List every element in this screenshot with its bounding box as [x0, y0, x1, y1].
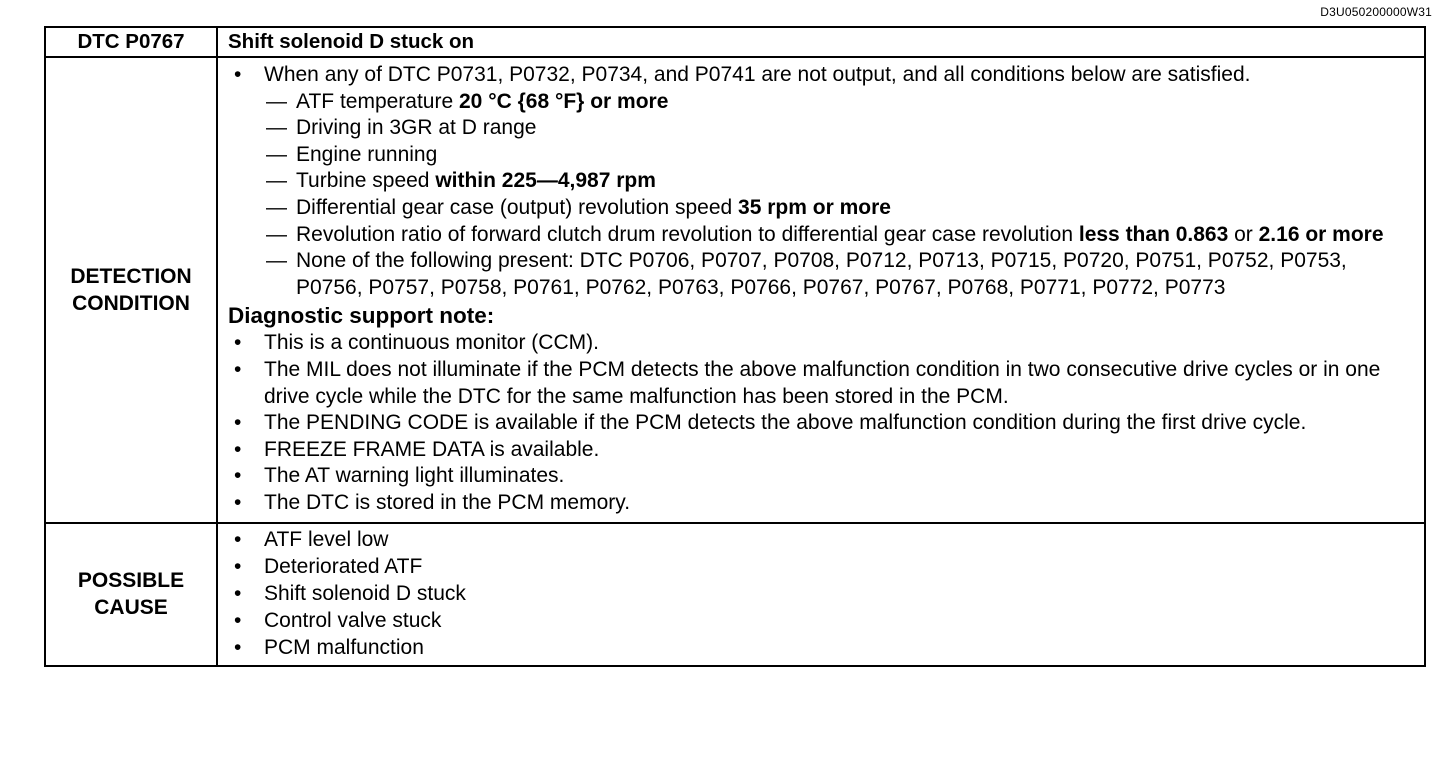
- dtc-code-cell: DTC P0767: [45, 27, 217, 57]
- condition-item: — ATF temperature 20 °C {68 °F} or more: [226, 89, 1418, 116]
- header-row: [45, 27, 1425, 57]
- dash-icon: —: [266, 222, 287, 246]
- note-item: • The AT warning light illuminates.: [226, 463, 1418, 490]
- condition-item: — Turbine speed within 225—4,987 rpm: [226, 168, 1418, 195]
- bullet-icon: •: [234, 554, 242, 578]
- dash-icon: —: [266, 249, 287, 273]
- detection-intro-text: When any of DTC P0731, P0732, P0734, and P0741 are not output, and all conditions below are satisfied.: [264, 63, 1251, 86]
- condition-item: — None of the following present: DTC P0706, P0707, P0708, P0712, P0713, P0715, P0720, P0751, P0752, P0753, P0756, P0757, P0758, P0761, P0762, P0763, P0766, P0767, P0767, P0768, P0771, P0772, P0773: [266, 249, 1347, 299]
- bullet-icon: •: [234, 331, 242, 355]
- condition-item: — Engine running: [226, 142, 1418, 169]
- detection-row: [45, 57, 1425, 523]
- note-item: • The PENDING CODE is available if the PCM detects the above malfunction condition during the first drive cycle.: [226, 410, 1418, 437]
- detection-label-line2: CONDITION: [72, 291, 190, 315]
- cause-label-line1: POSSIBLE: [77, 569, 185, 592]
- cause-item: • ATF level low: [234, 527, 389, 551]
- cause-item: • Deteriorated ATF: [234, 554, 423, 578]
- note-item: • This is a continuous monitor (CCM).: [226, 330, 1418, 357]
- bullet-icon: •: [234, 527, 242, 551]
- dash-icon: —: [266, 195, 287, 219]
- bullet-icon: •: [234, 437, 242, 461]
- document-code: D3U050200000W31: [1320, 5, 1432, 19]
- condition-item: — Driving in 3GR at D range: [226, 115, 1418, 142]
- dash-icon: —: [266, 142, 287, 166]
- bullet-icon: •: [234, 63, 242, 86]
- bullet-icon: •: [234, 608, 242, 632]
- detection-intro: [226, 62, 1418, 89]
- bullet-icon: •: [234, 490, 242, 514]
- bullet-icon: •: [234, 581, 242, 605]
- dtc-table: [44, 26, 1426, 667]
- detection-label: [45, 57, 217, 523]
- dash-icon: —: [266, 169, 287, 193]
- note-item: • The DTC is stored in the PCM memory.: [226, 490, 1418, 517]
- detection-label-line1: DETECTION: [70, 264, 192, 288]
- cause-item: • Control valve stuck: [234, 608, 442, 632]
- condition-item: — Differential gear case (output) revolution speed 35 rpm or more: [226, 195, 1418, 222]
- cause-label: [45, 523, 217, 666]
- bullet-icon: •: [234, 411, 242, 435]
- cause-item: • PCM malfunction: [234, 635, 424, 659]
- note-item: • FREEZE FRAME DATA is available.: [226, 437, 1418, 464]
- note-item: • The MIL does not illuminate if the PCM detects the above malfunction condition in two consecutive drive cycles or in one drive cycle while the DTC for the same malfunction has been stored in the PCM.: [234, 357, 1381, 408]
- dash-icon: —: [266, 116, 287, 140]
- bullet-icon: •: [234, 357, 242, 381]
- cause-row: [45, 523, 1425, 666]
- dash-icon: —: [266, 89, 287, 113]
- note-heading: Diagnostic support note:: [228, 303, 495, 329]
- bullet-icon: •: [234, 464, 242, 488]
- condition-item: — Revolution ratio of forward clutch drum revolution to differential gear case revolution less than 0.863 or 2.16 or more: [226, 222, 1418, 249]
- detection-content: [217, 57, 1425, 523]
- cause-item: • Shift solenoid D stuck: [234, 581, 466, 605]
- bullet-icon: •: [234, 635, 242, 659]
- dtc-title-cell: Shift solenoid D stuck on: [217, 27, 1425, 57]
- cause-content: [217, 523, 1425, 666]
- cause-label-line2: CAUSE: [94, 596, 168, 619]
